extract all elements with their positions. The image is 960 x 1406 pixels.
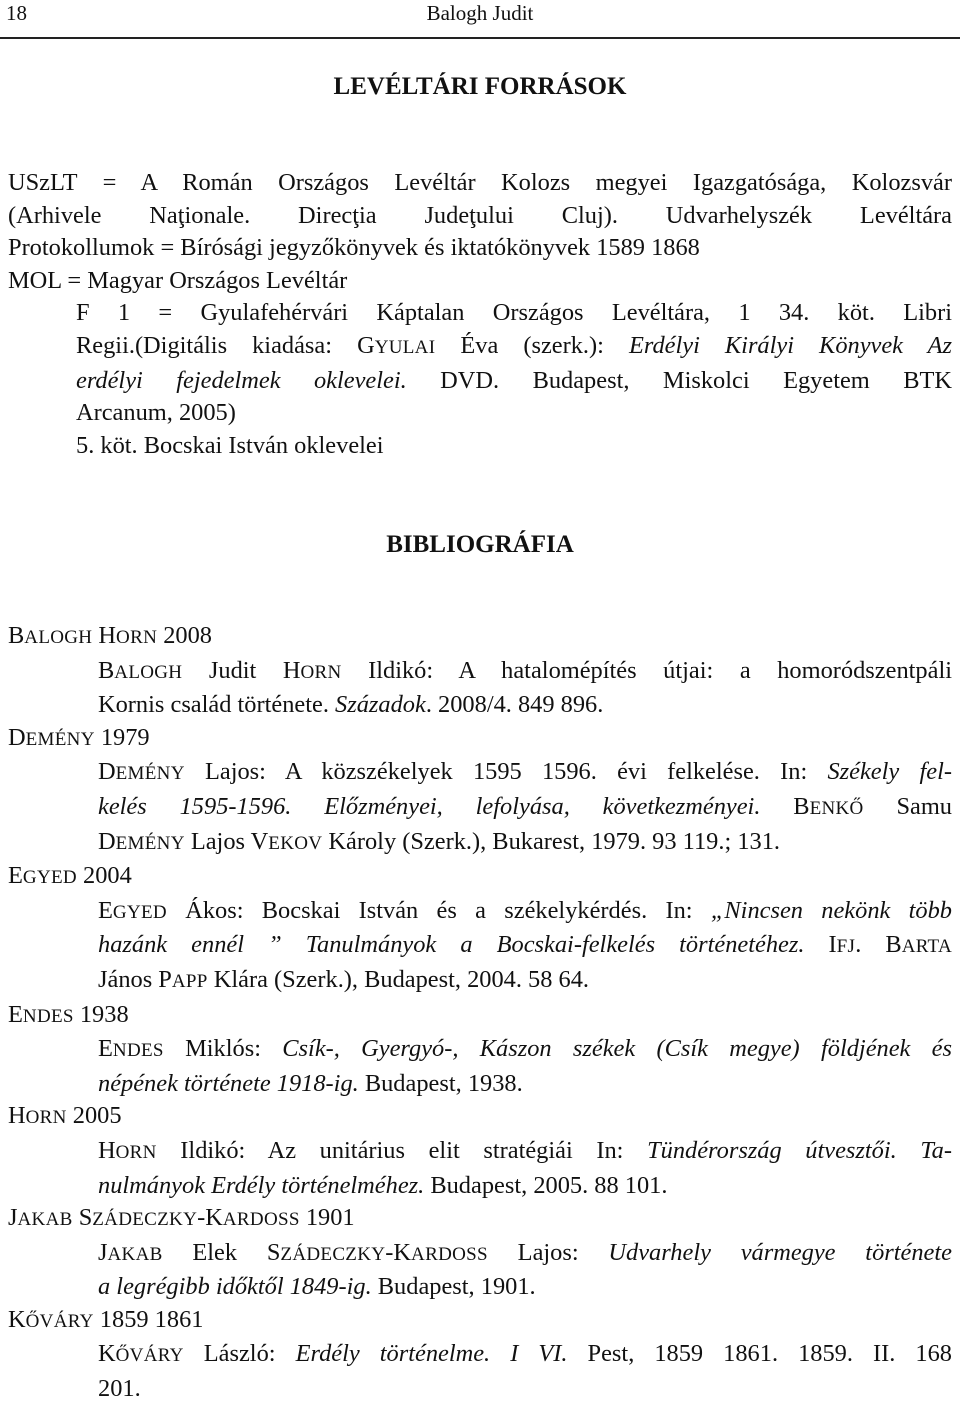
entry-line <box>8 895 952 930</box>
smallcaps-run: EMÉNY <box>115 832 185 854</box>
smallcaps-run: YULAI <box>374 336 436 358</box>
text-run: E <box>8 1000 23 1028</box>
text-run: 2008 <box>157 622 212 649</box>
smallcaps-run: ZÁDECZKY <box>92 1209 198 1231</box>
entry-line <box>8 1237 952 1272</box>
smallcaps-run: NDES <box>22 1005 74 1027</box>
archives-heading: LEVÉLTÁRI FORRÁSOK <box>333 73 627 100</box>
smallcaps-run: ORN <box>115 1141 157 1163</box>
italic-run: Csík-, Gyergyó-, Kászon székek (Csík megye) földjének és <box>282 1035 952 1063</box>
text-run: H <box>8 1102 26 1130</box>
italic-run: Udvarhely vármegye története <box>608 1238 952 1266</box>
entry-key <box>8 1202 952 1237</box>
text-run: Lajos: <box>487 1238 609 1266</box>
smallcaps-run: ŐVÁRY <box>115 1345 184 1367</box>
text-run: 1938 <box>73 1000 129 1028</box>
text-run: Klára (Szerk.), Budapest, 2004. 58 64. <box>207 965 590 993</box>
entry-line <box>8 791 952 826</box>
italic-run: Tündérország útvesztői. Ta- <box>647 1136 952 1164</box>
text-run: B <box>98 656 115 684</box>
archive-line: Arcanum, 2005) <box>76 399 236 427</box>
entry-line <box>8 964 952 999</box>
smallcaps-run: ORN <box>25 1107 67 1129</box>
text-run: 2004 <box>76 862 132 890</box>
text-run: László: <box>183 1340 296 1368</box>
text-run: H <box>92 622 117 649</box>
smallcaps-run: ORN <box>116 627 158 648</box>
text-run: . 2008/4. 849 896. <box>425 691 604 719</box>
entry-line <box>8 689 952 722</box>
text-run: Éva (szerk.): <box>435 331 629 359</box>
text-run: Miklós: <box>163 1035 283 1063</box>
text-run: Lajos V <box>184 827 269 855</box>
text-run: H <box>98 1136 116 1164</box>
text-run: D <box>8 723 26 751</box>
text-run: 2005 <box>66 1102 122 1130</box>
italic-run: erdélyi fejedelmek oklevelei. <box>76 366 407 394</box>
text-run: Károly (Szerk.), Bukarest, 1979. 93 119.; 131. <box>322 827 781 855</box>
text-run: K <box>8 1305 26 1333</box>
smallcaps-run: AKAB <box>17 1209 73 1231</box>
page-header <box>0 0 960 39</box>
text-run: E <box>98 896 113 924</box>
text-run: Samu <box>863 792 952 820</box>
text-run: E <box>98 1035 113 1063</box>
entry-line <box>8 756 952 791</box>
text-run: B <box>760 792 810 820</box>
smallcaps-run: ARDOSS <box>411 1243 488 1265</box>
entry-key <box>8 860 952 895</box>
italic-run: Erdély történelme. I VI. <box>295 1340 568 1368</box>
smallcaps-run: GYED <box>22 867 77 889</box>
smallcaps-run: ŐVÁRY <box>25 1310 94 1332</box>
archive-line: F 1 = Gyulafehérvári Káptalan Országos Levéltára, 1 34. köt. Libri <box>76 299 952 327</box>
text-run: K <box>98 1340 116 1368</box>
italic-run: nulmányok Erdély történelméhez. <box>98 1171 425 1199</box>
entry-line <box>8 1135 952 1170</box>
running-title: Balogh Judit <box>426 1 534 25</box>
text-run: Elek S <box>162 1238 281 1266</box>
smallcaps-run: AKAB <box>107 1243 163 1265</box>
archive-line <box>8 330 952 365</box>
entry-key <box>8 1100 952 1135</box>
text-run: 1859 1861 <box>93 1305 204 1333</box>
entry-line <box>8 1170 952 1203</box>
text-run: I <box>804 931 837 959</box>
italic-run: kelés 1595-1596. Előzményei, lefolyása, következményei. <box>98 792 761 820</box>
entry-line <box>8 826 952 861</box>
text-run: Kornis család története. <box>98 691 336 719</box>
smallcaps-run: ORN <box>300 661 342 683</box>
smallcaps-run: FJ <box>836 936 856 958</box>
text-run: . B <box>855 931 902 959</box>
smallcaps-run: APP <box>171 970 208 992</box>
entry-line <box>8 1338 952 1373</box>
text-run: Judit H <box>182 656 301 684</box>
text-run: Ildikó: A hatalomépítés útjai: a homoródszentpáli <box>341 656 952 684</box>
text-run: János P <box>98 965 172 993</box>
text-run: Budapest, 1938. <box>358 1069 523 1097</box>
italic-run: „Nincsen nekönk több <box>710 896 952 924</box>
text-run: DVD. Budapest, Miskolci Egyetem BTK <box>406 366 952 394</box>
text-run: 201. <box>98 1375 141 1403</box>
archive-line: (Arhivele Naţionale. Direcţia Judeţului Cluj). Udvarhelyszék Levéltára <box>8 201 952 229</box>
entry-key <box>8 620 952 655</box>
smallcaps-run: ENKŐ <box>809 797 864 819</box>
archive-line: USzLT = A Román Országos Levéltár Kolozs megyei Igazgatósága, Kolozsvár <box>8 169 952 196</box>
text-run: Budapest, 2005. 88 101. <box>424 1171 668 1199</box>
entry-line <box>8 1068 952 1101</box>
text-run: Pest, 1859 1861. 1859. II. 168 <box>567 1340 952 1368</box>
italic-run: Székely fel- <box>827 758 952 786</box>
smallcaps-run: NDES <box>112 1040 164 1062</box>
entry-key <box>8 999 952 1034</box>
smallcaps-run: ALOGH <box>24 627 93 648</box>
italic-run: hazánk ennél ” Tanulmányok a Bocskai-felkelés történetéhez. <box>98 931 805 959</box>
text-run: Regii.(Digitális kiadása: G <box>76 331 375 359</box>
text-run: -K <box>385 1238 412 1266</box>
text-run: J <box>8 1204 18 1232</box>
smallcaps-run: EMÉNY <box>25 728 95 750</box>
archives-list <box>8 167 952 462</box>
text-run: -K <box>197 1204 223 1232</box>
bibliography-heading: BIBLIOGRÁFIA <box>386 531 574 558</box>
smallcaps-run: EKOV <box>268 832 323 854</box>
text-run: S <box>72 1204 93 1232</box>
text-run: D <box>98 827 116 855</box>
archive-line: MOL = Magyar Országos Levéltár <box>8 266 348 294</box>
archive-line: Protokollumok = Bírósági jegyzőkönyvek és iktatókönyvek 1589 1868 <box>8 234 700 262</box>
archive-line <box>8 365 952 398</box>
italic-run: Erdélyi Királyi Könyvek Az <box>628 331 952 359</box>
entry-line <box>8 929 952 964</box>
text-run: 1979 <box>94 723 150 751</box>
italic-run: a legrégibb időktől 1849-ig. <box>98 1273 372 1301</box>
italic-run: Századok <box>335 691 426 719</box>
text-run: Ildikó: Az unitárius elit stratégiái In: <box>156 1136 648 1164</box>
text-run: E <box>8 862 23 890</box>
entry-line <box>8 1373 952 1406</box>
bibliography-list <box>8 620 952 1406</box>
entry-key <box>8 1304 952 1339</box>
entry-line <box>8 1271 952 1304</box>
text-run: J <box>98 1238 108 1266</box>
entry-line <box>8 1033 952 1068</box>
text-run: Budapest, 1901. <box>371 1273 536 1301</box>
smallcaps-run: ARTA <box>901 936 952 958</box>
text-run: Lajos: A közszékelyek 1595 1596. évi felkelése. In: <box>184 758 828 786</box>
text-run: B <box>8 622 25 649</box>
italic-run: népének története 1918-ig. <box>98 1069 359 1097</box>
smallcaps-run: ARDOSS <box>222 1209 300 1231</box>
text-run: Ákos: Bocskai István és a székelykérdés. In: <box>166 896 711 924</box>
entry-key <box>8 722 952 757</box>
text-run: D <box>98 758 116 786</box>
smallcaps-run: EMÉNY <box>115 763 185 785</box>
page-number: 18 <box>6 1 27 25</box>
smallcaps-run: ALOGH <box>114 661 183 683</box>
archive-line: 5. köt. Bocskai István oklevelei <box>76 431 384 459</box>
entry-line <box>8 655 952 690</box>
smallcaps-run: GYED <box>112 901 167 923</box>
text-run: 1901 <box>299 1204 355 1232</box>
smallcaps-run: ZÁDECZKY <box>280 1243 386 1265</box>
